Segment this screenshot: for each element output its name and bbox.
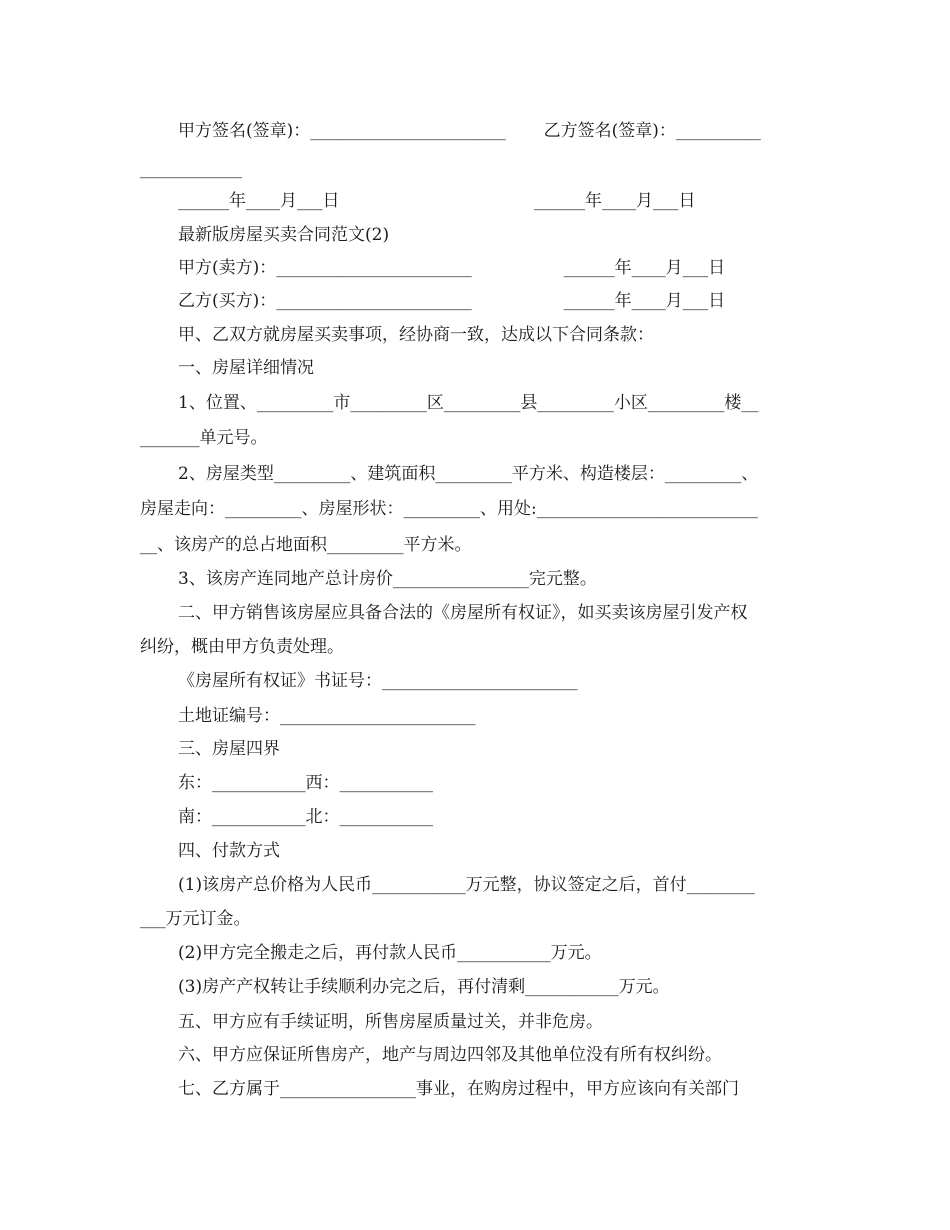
boundary-east-west: 东：___________西：___________ — [178, 773, 433, 793]
section-5: 五、甲方应有手续证明，所售房屋质量过关，并非危房。 — [178, 1012, 603, 1032]
clause-1-2-continuation: 房屋走向：_________、房屋形状：_________、用处:__________________________ — [140, 499, 758, 519]
intro-paragraph: 甲、乙双方就房屋买卖事项，经协商一致，达成以下合同条款： — [178, 325, 654, 345]
payment-clause-2: (2)甲方完全搬走之后，再付款人民币___________万元。 — [178, 943, 602, 963]
section-6: 六、甲方应保证所售房产，地产与周边四邻及其他单位没有所有权纠纷。 — [178, 1045, 722, 1065]
payment-clause-3: (3)房产产权转让手续顺利办完之后，再付清剩___________万元。 — [178, 977, 670, 997]
party-a-line: 甲方(卖方)：_______________________ ______年____月___日 — [178, 258, 726, 278]
clause-1-2: 2、房屋类型_________、建筑面积_________平方米、构造楼层：_________、 — [178, 464, 759, 484]
signature-date-line: ______年____月___日 ______年____月___日 — [178, 191, 696, 211]
clause-1-3: 3、该房产连同地产总计房价________________完元整。 — [178, 569, 597, 589]
section-heading-3: 三、房屋四界 — [178, 739, 280, 759]
section-heading-1: 一、房屋详细情况 — [178, 358, 314, 378]
boundary-south-north: 南：___________北：___________ — [178, 807, 433, 827]
clause-1-2-continuation-2: __、该房产的总占地面积_________平方米。 — [140, 535, 472, 555]
section-heading-4: 四、付款方式 — [178, 841, 280, 861]
signature-line-continuation: ____________ — [140, 159, 242, 179]
section-2: 二、甲方销售该房屋应具备合法的《房屋所有权证》，如买卖该房屋引发产权 — [178, 603, 748, 623]
contract-title: 最新版房屋买卖合同范文(2) — [178, 225, 390, 245]
payment-clause-1: (1)该房产总价格为人民币___________万元整，协议签定之后，首付________ — [178, 875, 755, 895]
payment-clause-1-continuation: ___万元订金。 — [140, 909, 251, 929]
clause-1-1: 1、位置、_________市_________区_________县_________小区_________楼__ — [178, 393, 759, 413]
section-2-continuation: 纠纷，概由甲方负责处理。 — [140, 637, 344, 657]
section-7: 七、乙方属于________________事业，在购房过程中，甲方应该向有关部门 — [178, 1079, 739, 1099]
ownership-cert-number: 《房屋所有权证》书证号：_______________________ — [178, 671, 578, 691]
signature-line: 甲方签名(签章)：_______________________ 乙方签名(签章)：__________ — [178, 121, 761, 141]
party-b-line: 乙方(买方)：_______________________ ______年____月___日 — [178, 291, 726, 311]
land-cert-number: 土地证编号：_______________________ — [178, 706, 476, 726]
clause-1-1-continuation: _______单元号。 — [140, 428, 268, 448]
